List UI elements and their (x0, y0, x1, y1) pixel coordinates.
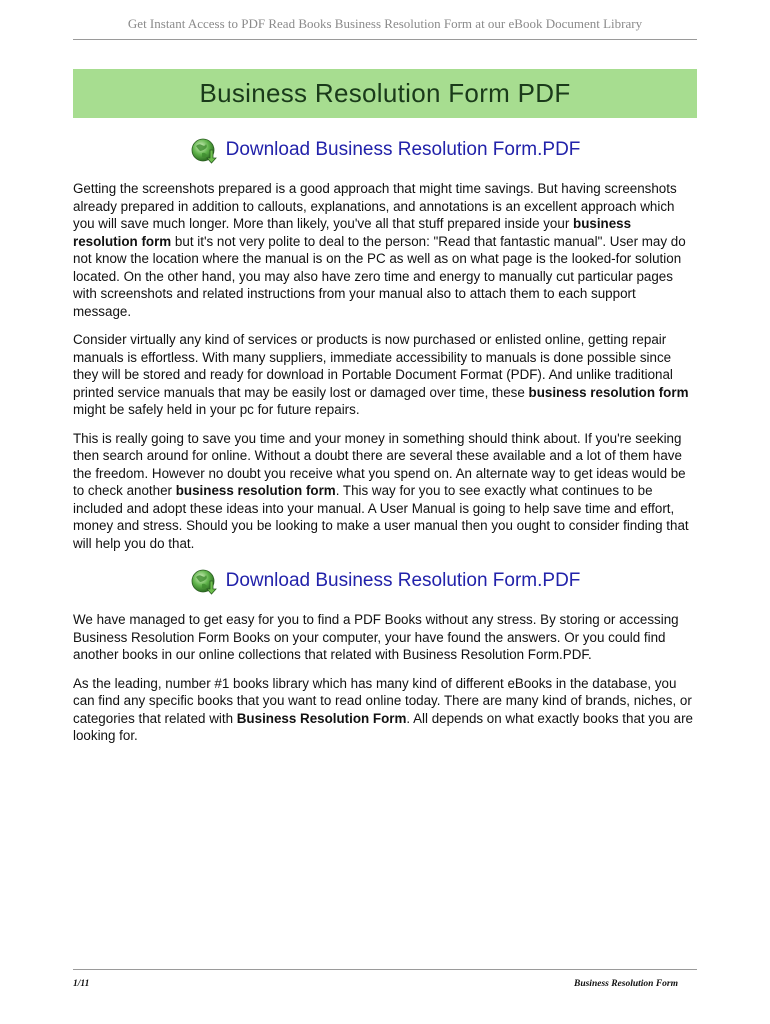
body-section-2 (73, 611, 697, 756)
paragraph-text: We have managed to get easy for you to find a PDF Books without any stress. By storing or accessing Business Resolution Form Books on your computer, your have found the answers. Or you could find another books in our online collections that related with Business Resolution Form.PDF. (73, 612, 679, 662)
paragraph-text: Consider virtually any kind of services or products is now purchased or enlisted online, getting repair manuals is effortless. With many suppliers, immediate accessibility to manuals is done possible since they will be stored and ready for download in Portable Document Format (PDF). And unlike traditional printed service manuals that may be easily lost or damaged over time, these (73, 332, 673, 400)
body-paragraph (73, 675, 697, 745)
globe-download-icon (190, 567, 218, 595)
body-section-1 (73, 180, 697, 563)
body-paragraph (73, 331, 697, 419)
page-title: Business Resolution Form PDF (199, 78, 571, 108)
title-banner (73, 69, 697, 118)
download-link-label[interactable]: Download Business Resolution Form.PDF (225, 570, 581, 591)
keyword-bold: business resolution form (175, 483, 336, 498)
download-link-top[interactable] (73, 136, 697, 164)
footer-divider (73, 969, 697, 970)
keyword-bold: Business Resolution Form (236, 710, 407, 726)
keyword-bold: business resolution form (528, 384, 689, 400)
header-divider (73, 39, 697, 40)
keyword-bold: business resolution form (73, 216, 632, 249)
paragraph-text: but it's not very polite to deal to the person: "Read that fantastic manual". User may do not know the location where the manual is on the PC as well as on what page is the looked-for solution located. On the other hand, you may also have zero time and energy to manually cut particular pages with screenshots and related instructions from your manual also to attach them to each support message. (73, 233, 686, 319)
body-paragraph (73, 611, 697, 664)
download-link-label[interactable]: Download Business Resolution Form.PDF (225, 139, 581, 160)
paragraph-text: might be safely held in your pc for future repairs. (73, 402, 360, 417)
paragraph-text: . This way for you to see exactly what continues to be included and adopt these ideas into your manual. A User Manual is going to help save time and effort, money and stress. Should you be looking to make a user manual then you ought to consider finding that will help you do that. (73, 483, 689, 551)
footer-title: Business Resolution Form (573, 979, 678, 989)
globe-download-icon (190, 136, 218, 164)
paragraph-text: . All depends on what exactly books that you are looking for. (73, 710, 693, 743)
paragraph-text: Getting the screenshots prepared is a good approach that might time savings. But having screenshots already prepared in addition to callouts, explanations, and annotations is an excellent approach which you will save much longer. More than likely, you've all that stuff prepared inside your (73, 181, 677, 231)
body-paragraph (73, 180, 697, 320)
page-number: 1/11 (73, 979, 90, 989)
paragraph-text: This is really going to save you time and your money in something should think about. If you're seeking then search around for online. Without a doubt there are several these available and a lot of them have the freedom. However no doubt you receive what you spend on. An alternate way to get ideas would be to check another (73, 430, 686, 498)
paragraph-text: As the leading, number #1 books library which has many kind of different eBooks in the database, you can find any specific books that you want to read online today. There are many kind of brands, niches, or categories that related with (73, 675, 692, 726)
page-header: Get Instant Access to PDF Read Books Business Resolution Form at our eBook Document Library (127, 16, 643, 31)
body-paragraph (73, 430, 697, 553)
download-link-bottom[interactable] (73, 567, 697, 595)
